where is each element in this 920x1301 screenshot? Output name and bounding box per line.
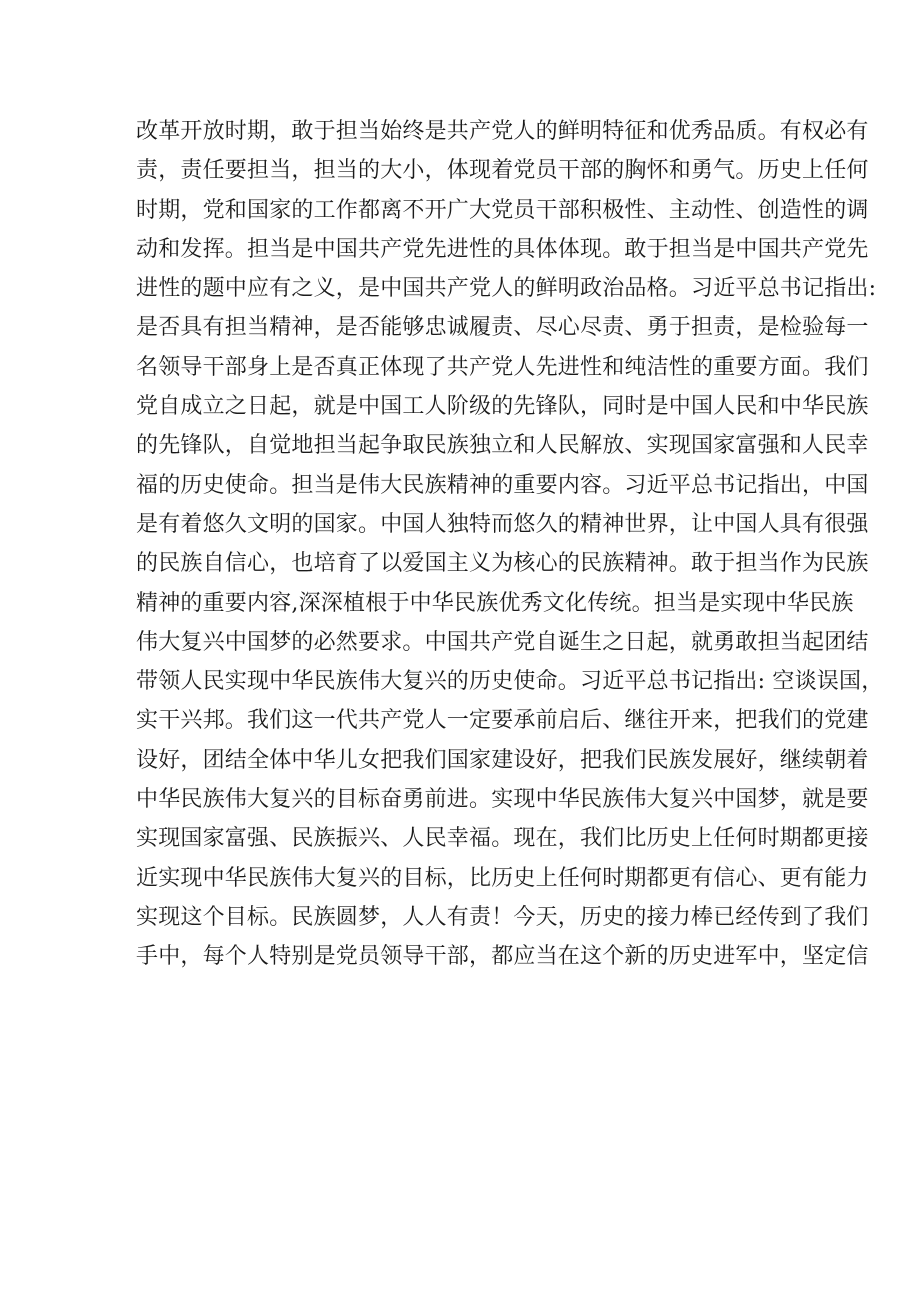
text-line: 实现国家富强、民族振兴、人民幸福。现在，我们比历史上任何时期都更接 [136,826,869,852]
text-line: 名领导干部身上是否真正体现了共产党人先进性和纯洁性的重要方面。我们 [136,354,869,380]
text-line: 的先锋队，自觉地担当起争取民族独立和人民解放、实现国家富强和人民幸 [136,433,869,459]
text-line: 福的历史使命。担当是伟大民族精神的重要内容。习近平总书记指出，中国 [136,472,869,498]
text-line: 责，责任要担当，担当的大小，体现着党员干部的胸怀和勇气。历史上任何 [136,158,869,184]
text-line: 是有着悠久文明的国家。中国人独特而悠久的精神世界，让中国人具有很强 [136,511,869,537]
text-line: 实干兴邦。我们这一代共产党人一定要承前启后、继往开来，把我们的党建 [136,708,869,734]
text-line: 中华民族伟大复兴的目标奋勇前进。实现中华民族伟大复兴中国梦，就是要 [136,787,869,813]
text-line: 是否具有担当精神，是否能够忠诚履责、尽心尽责、勇于担责，是检验每一 [136,315,869,341]
text-line: 精神的重要内容,深深植根于中华民族优秀文化传统。担当是实现中华民族 [136,590,854,616]
text-line: 手中，每个人特别是党员领导干部，都应当在这个新的历史进军中，坚定信 [136,944,869,970]
text-line: 近实现中华民族伟大复兴的目标，比历史上任何时期都更有信心、更有能力 [136,865,869,891]
text-line: 时期，党和国家的工作都离不开广大党员干部积极性、主动性、创造性的调 [136,197,869,223]
text-line: 伟大复兴中国梦的必然要求。中国共产党自诞生之日起，就勇敢担当起团结 [136,629,869,655]
body-text [136,112,884,977]
text-line: 进性的题中应有之义，是中国共产党人的鲜明政治品格。习近平总书记指出: [136,276,877,302]
text-line: 的民族自信心，也培育了以爱国主义为核心的民族精神。敢于担当作为民族 [136,551,869,577]
text-line: 动和发挥。担当是中国共产党先进性的具体体现。敢于担当是中国共产党先 [136,236,869,262]
text-line: 党自成立之日起，就是中国工人阶级的先锋队，同时是中国人民和中华民族 [136,394,869,420]
text-line: 设好，团结全体中华儿女把我们国家建设好，把我们民族发展好，继续朝着 [136,747,869,773]
text-line: 改革开放时期，敢于担当始终是共产党人的鲜明特征和优秀品质。有权必有 [136,119,869,144]
text-line: 实现这个目标。民族圆梦，人人有责！今天，历史的接力棒已经传到了我们 [136,904,869,930]
text-line: 带领人民实现中华民族伟大复兴的历史使命。习近平总书记指出: 空谈误国， [136,669,884,695]
